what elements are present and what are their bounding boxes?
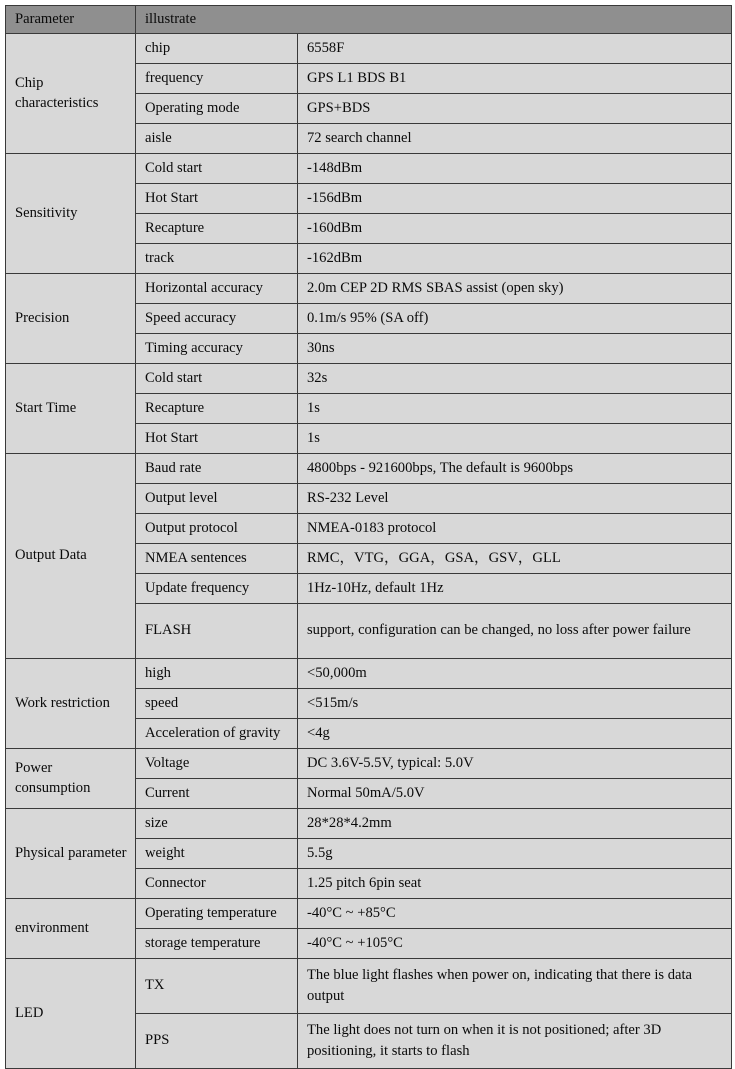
row-label-cell: Connector bbox=[136, 868, 298, 898]
table-row bbox=[6, 33, 732, 63]
row-label-cell: track bbox=[136, 243, 298, 273]
row-value-cell: 4800bps - 921600bps, The default is 9600bps bbox=[298, 453, 732, 483]
column-header-illustrate: illustrate bbox=[136, 6, 732, 34]
row-label-cell: Recapture bbox=[136, 213, 298, 243]
row-value-cell: NMEA-0183 protocol bbox=[298, 513, 732, 543]
row-value-cell: <50,000m bbox=[298, 658, 732, 688]
row-label-cell: Baud rate bbox=[136, 453, 298, 483]
row-label-cell: Voltage bbox=[136, 748, 298, 778]
row-value-cell: The blue light flashes when power on, indicating that there is data output bbox=[298, 958, 732, 1013]
row-value-cell: <515m/s bbox=[298, 688, 732, 718]
row-value-cell: RMC，VTG，GGA，GSA，GSV，GLL bbox=[298, 543, 732, 573]
row-value-cell: DC 3.6V-5.5V, typical: 5.0V bbox=[298, 748, 732, 778]
row-value-cell: GPS+BDS bbox=[298, 93, 732, 123]
row-label-cell: frequency bbox=[136, 63, 298, 93]
row-label-cell: Timing accuracy bbox=[136, 333, 298, 363]
row-label-cell: aisle bbox=[136, 123, 298, 153]
group-label-cell: Physical parameter bbox=[6, 808, 136, 898]
row-value-cell: 1.25 pitch 6pin seat bbox=[298, 868, 732, 898]
group-label-cell: Start Time bbox=[6, 363, 136, 453]
row-label-cell: Cold start bbox=[136, 153, 298, 183]
row-label-cell: Speed accuracy bbox=[136, 303, 298, 333]
row-label-cell: Acceleration of gravity bbox=[136, 718, 298, 748]
row-label-cell: Hot Start bbox=[136, 423, 298, 453]
row-value-cell: Normal 50mA/5.0V bbox=[298, 778, 732, 808]
row-value-cell: -162dBm bbox=[298, 243, 732, 273]
table-row bbox=[6, 958, 732, 1013]
row-label-cell: Update frequency bbox=[136, 573, 298, 603]
table-row bbox=[6, 153, 732, 183]
row-label-cell: NMEA sentences bbox=[136, 543, 298, 573]
column-header-parameter: Parameter bbox=[6, 6, 136, 34]
row-value-cell: 1s bbox=[298, 393, 732, 423]
row-value-cell: -156dBm bbox=[298, 183, 732, 213]
group-label-cell: LED bbox=[6, 958, 136, 1068]
row-value-cell: -148dBm bbox=[298, 153, 732, 183]
table-row bbox=[6, 808, 732, 838]
group-label-cell: Work restriction bbox=[6, 658, 136, 748]
table-row bbox=[6, 363, 732, 393]
row-label-cell: Output level bbox=[136, 483, 298, 513]
table-row bbox=[6, 748, 732, 778]
row-label-cell: FLASH bbox=[136, 603, 298, 658]
group-label-cell: environment bbox=[6, 898, 136, 958]
specification-table bbox=[5, 5, 732, 1069]
row-value-cell: GPS L1 BDS B1 bbox=[298, 63, 732, 93]
row-label-cell: Output protocol bbox=[136, 513, 298, 543]
row-label-cell: Current bbox=[136, 778, 298, 808]
row-label-cell: storage temperature bbox=[136, 928, 298, 958]
row-value-cell: support, configuration can be changed, no loss after power failure bbox=[298, 603, 732, 658]
row-label-cell: Operating temperature bbox=[136, 898, 298, 928]
row-value-cell: 2.0m CEP 2D RMS SBAS assist (open sky) bbox=[298, 273, 732, 303]
table-header-row bbox=[6, 6, 732, 34]
table-row bbox=[6, 453, 732, 483]
row-value-cell: -40°C ~ +85°C bbox=[298, 898, 732, 928]
row-label-cell: TX bbox=[136, 958, 298, 1013]
table-row bbox=[6, 658, 732, 688]
table-row bbox=[6, 898, 732, 928]
row-value-cell: -160dBm bbox=[298, 213, 732, 243]
row-label-cell: size bbox=[136, 808, 298, 838]
row-label-cell: chip bbox=[136, 33, 298, 63]
group-label-cell: Output Data bbox=[6, 453, 136, 658]
group-label-cell: Power consumption bbox=[6, 748, 136, 808]
row-value-cell: -40°C ~ +105°C bbox=[298, 928, 732, 958]
row-value-cell: 72 search channel bbox=[298, 123, 732, 153]
group-label-cell: Sensitivity bbox=[6, 153, 136, 273]
row-value-cell: 5.5g bbox=[298, 838, 732, 868]
row-label-cell: Operating mode bbox=[136, 93, 298, 123]
row-label-cell: Recapture bbox=[136, 393, 298, 423]
row-value-cell: 32s bbox=[298, 363, 732, 393]
row-label-cell: Hot Start bbox=[136, 183, 298, 213]
row-value-cell: 28*28*4.2mm bbox=[298, 808, 732, 838]
row-value-cell: <4g bbox=[298, 718, 732, 748]
row-value-cell: 30ns bbox=[298, 333, 732, 363]
row-label-cell: weight bbox=[136, 838, 298, 868]
row-value-cell: 6558F bbox=[298, 33, 732, 63]
row-label-cell: speed bbox=[136, 688, 298, 718]
row-label-cell: Cold start bbox=[136, 363, 298, 393]
row-value-cell: 1s bbox=[298, 423, 732, 453]
group-label-cell: Chip characteristics bbox=[6, 33, 136, 153]
row-label-cell: high bbox=[136, 658, 298, 688]
row-value-cell: The light does not turn on when it is not positioned; after 3D positioning, it starts to flash bbox=[298, 1013, 732, 1068]
row-label-cell: PPS bbox=[136, 1013, 298, 1068]
table-row bbox=[6, 273, 732, 303]
row-value-cell: 1Hz-10Hz, default 1Hz bbox=[298, 573, 732, 603]
group-label-cell: Precision bbox=[6, 273, 136, 363]
row-value-cell: RS-232 Level bbox=[298, 483, 732, 513]
row-value-cell: 0.1m/s 95% (SA off) bbox=[298, 303, 732, 333]
row-label-cell: Horizontal accuracy bbox=[136, 273, 298, 303]
